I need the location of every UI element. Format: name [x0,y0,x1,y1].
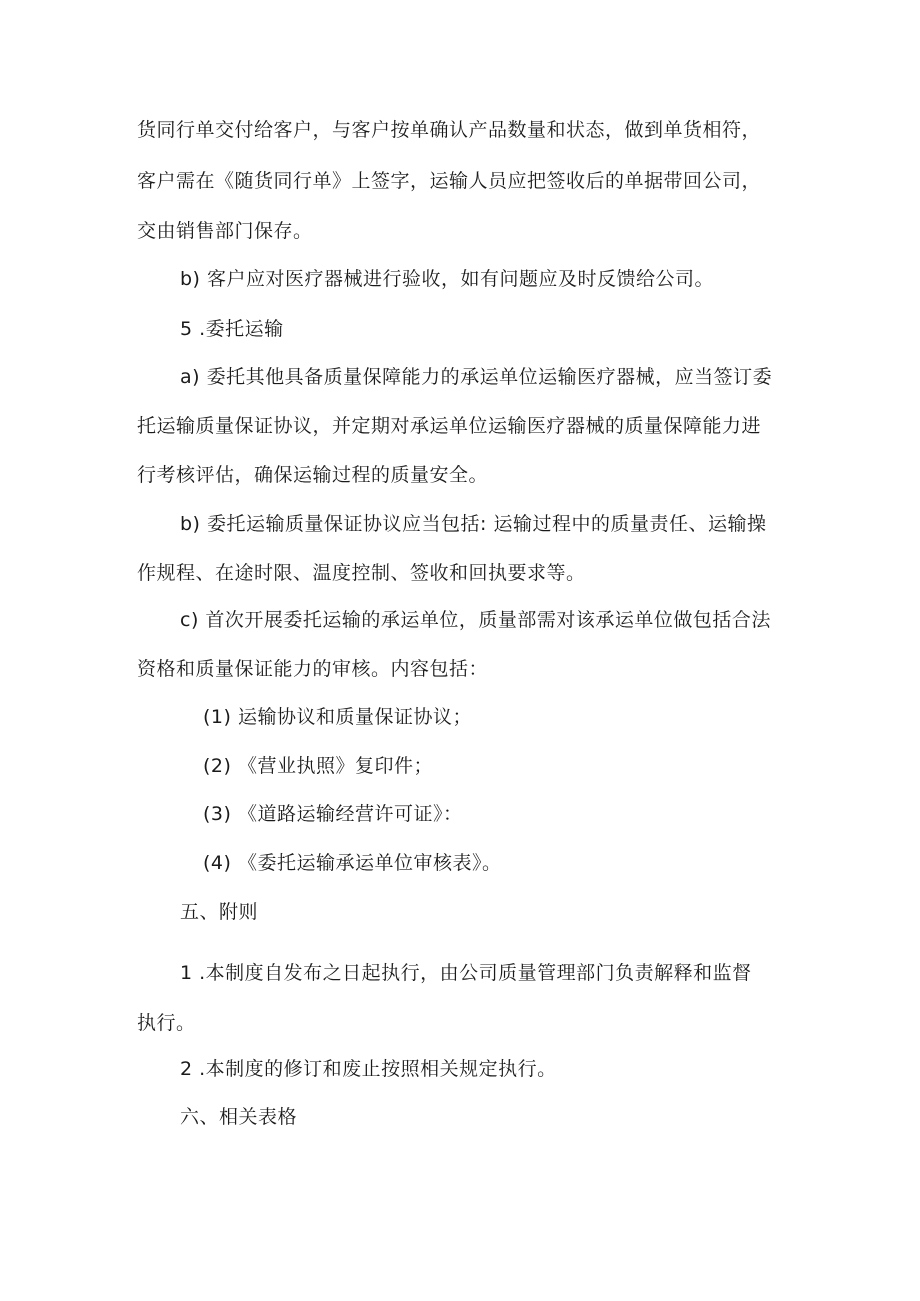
item-c-line: c) 首次开展委托运输的承运单位，质量部需对该承运单位做包括合法 [180,609,771,631]
item-a-line: a) 委托其他具备质量保障能力的承运单位运输医疗器械，应当签订委 [180,366,773,388]
item-b-line: b) 委托运输质量保证协议应当包括: 运输过程中的质量责任、运输操 [180,513,767,535]
appendix-item-1: 1 .本制度自发布之日起执行，由公司质量管理部门负责解释和监督 [180,962,752,984]
paragraph-line: 货同行单交付给客户，与客户按单确认产品数量和状态，做到单货相符， [137,119,762,141]
item-a-line: 行考核评估，确保运输过程的质量安全。 [137,464,489,486]
appendix-item-2: 2 .本制度的修订和废止按照相关规定执行。 [180,1058,557,1080]
paragraph-line: 客户需在《随货同行单》上签字，运输人员应把签收后的单据带回公司， [137,170,762,192]
section-heading-entrusted-transport: 5 .委托运输 [180,318,284,340]
item-a-line: 托运输质量保证协议，并定期对承运单位运输医疗器械的质量保障能力进 [137,415,762,437]
list-item: (4) 《委托运输承运单位审核表》。 [203,852,502,874]
section-heading-appendix: 五、附则 [180,901,259,923]
appendix-item-1-cont: 执行。 [137,1012,196,1034]
item-b-verification: b) 客户应对医疗器械进行验收，如有问题应及时反馈给公司。 [180,268,715,290]
item-c-line: 资格和质量保证能力的审核。内容包括： [137,658,489,680]
paragraph-line: 交由销售部门保存。 [137,220,313,242]
section-heading-related-forms: 六、相关表格 [180,1106,298,1128]
list-item: (2) 《营业执照》复印件； [203,755,433,777]
list-item: (1) 运输协议和质量保证协议； [203,706,472,728]
item-b-line: 作规程、在途时限、温度控制、签收和回执要求等。 [137,562,586,584]
list-item: (3) 《道路运输经营许可证》： [203,803,463,825]
